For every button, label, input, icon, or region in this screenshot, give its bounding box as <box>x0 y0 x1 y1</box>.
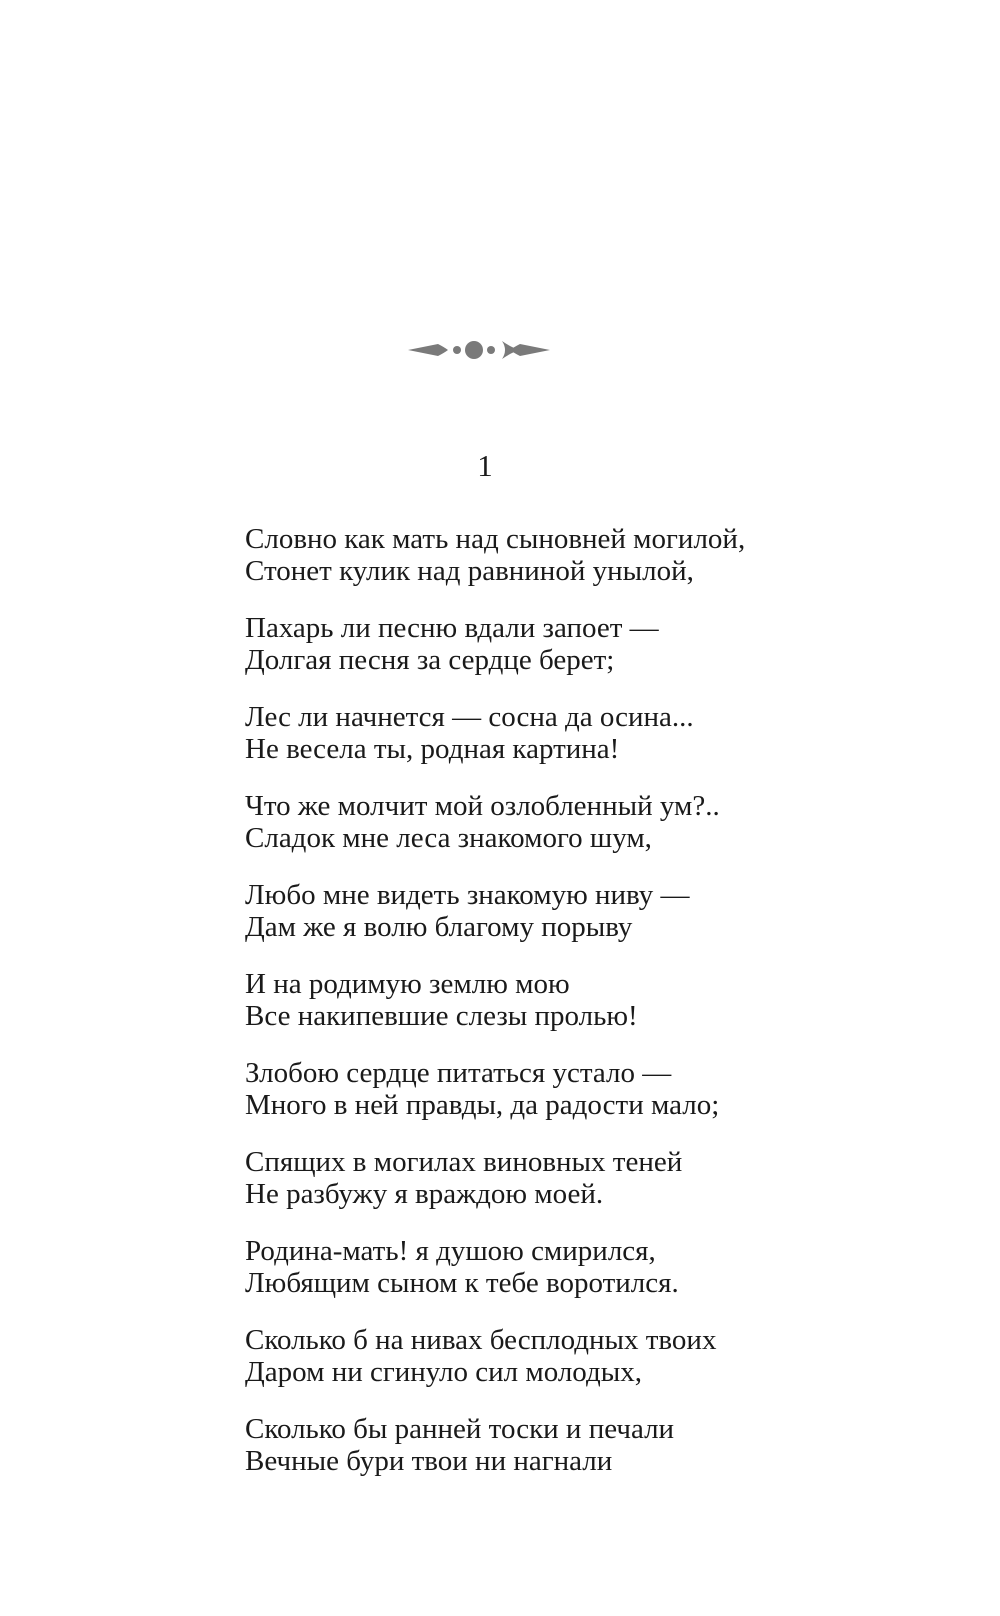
stanza <box>245 701 885 765</box>
poem-line: Даром ни сгинуло сил молодых, <box>245 1356 642 1388</box>
stanza <box>245 1413 885 1477</box>
stanza <box>245 968 885 1032</box>
poem-line: Что же молчит мой озлобленный ум?.. <box>245 790 720 822</box>
poem-line: Много в ней правды, да радости мало; <box>245 1089 720 1121</box>
poem-line: Сколько бы ранней тоски и печали <box>245 1413 675 1445</box>
stanza <box>245 1146 885 1210</box>
poem-line: Стонет кулик над равниной унылой, <box>245 555 694 587</box>
stanza <box>245 612 885 676</box>
poem-line: Вечные бури твои ни нагнали <box>245 1445 613 1477</box>
fleuron-ornament-icon <box>408 335 558 365</box>
poem-line: Словно как мать над сыновней могилой, <box>245 523 746 555</box>
stanza <box>245 790 885 854</box>
stanza <box>245 523 885 587</box>
poem-line: Любящим сыном к тебе воротился. <box>245 1267 679 1299</box>
poem-line: И на родимую землю мою <box>245 968 570 1000</box>
poem <box>245 523 885 1502</box>
poem-line: Не разбужу я враждою моей. <box>245 1178 604 1210</box>
stanza <box>245 1057 885 1121</box>
poem-line: Родина-мать! я душою смирился, <box>245 1235 656 1267</box>
poem-line: Сладок мне леса знакомого шум, <box>245 822 652 854</box>
poem-line: Злобою сердце питаться устало — <box>245 1057 672 1089</box>
poem-line: Долгая песня за сердце берет; <box>245 644 615 676</box>
stanza <box>245 1235 885 1299</box>
poem-line: Не весела ты, родная картина! <box>245 733 620 765</box>
poem-line: Все накипевшие слезы пролью! <box>245 1000 638 1032</box>
poem-line: Любо мне видеть знакомую ниву — <box>245 879 690 911</box>
poem-line: Сколько б на нивах бесплодных твоих <box>245 1324 717 1356</box>
poem-line: Пахарь ли песню вдали запоет — <box>245 612 659 644</box>
poem-line: Спящих в могилах виновных теней <box>245 1146 683 1178</box>
poem-line: Дам же я волю благому порыву <box>245 911 633 943</box>
section-number: 1 <box>477 448 493 483</box>
poem-line: Лес ли начнется — сосна да осина... <box>245 701 694 733</box>
stanza <box>245 1324 885 1388</box>
stanza <box>245 879 885 943</box>
